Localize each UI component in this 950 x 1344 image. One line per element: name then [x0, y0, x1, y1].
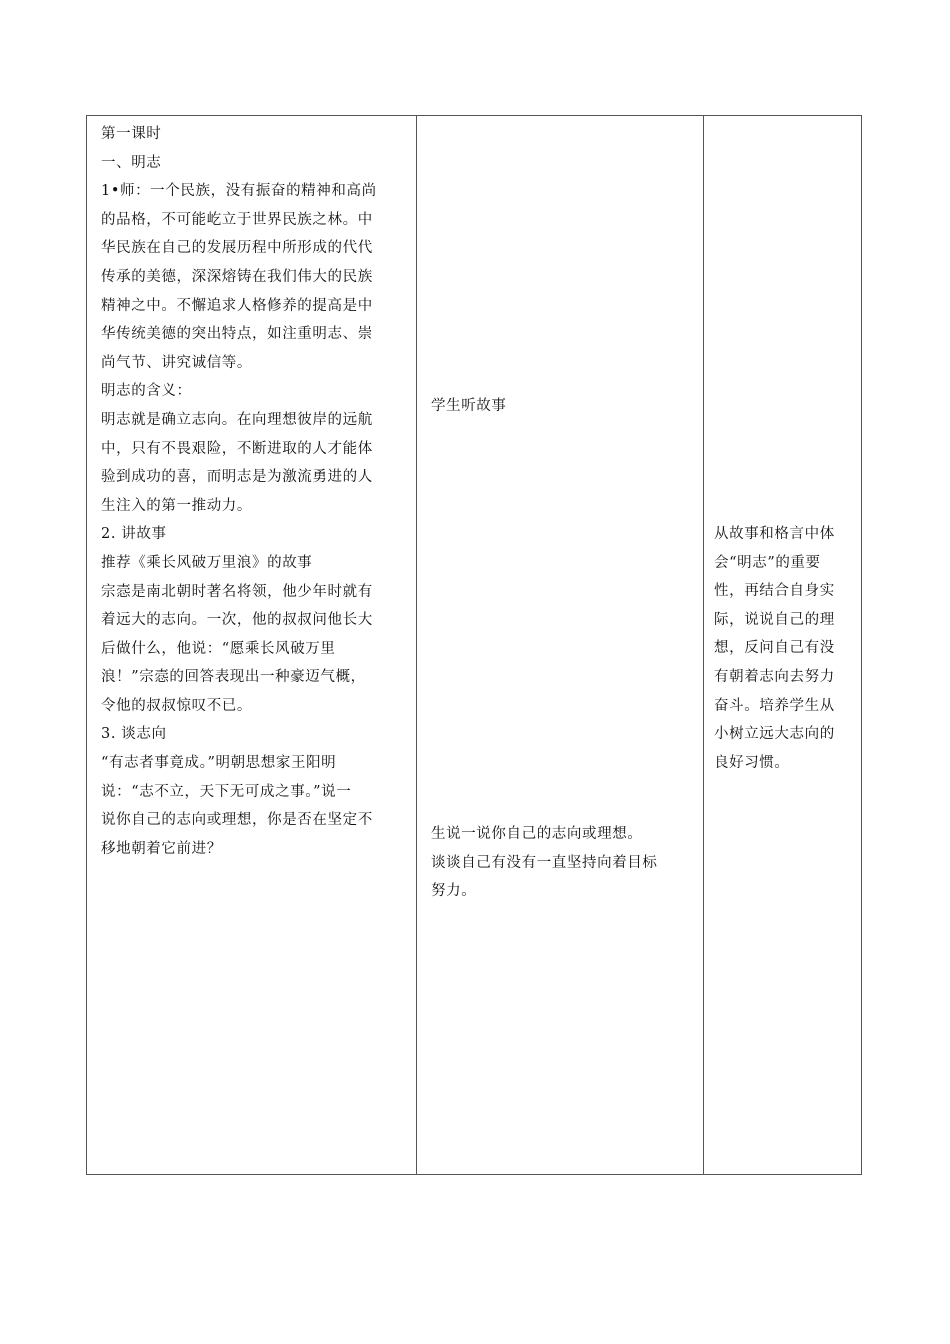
teacher-activity-text: [101, 120, 408, 863]
teacher-text-line: 2. 讲故事: [101, 526, 167, 543]
teacher-text-line: 第一课时: [101, 126, 162, 142]
teacher-text-line: 验到成功的喜，而明志是为激流勇进的人: [101, 469, 373, 486]
student-text-line: 努力。: [431, 883, 477, 900]
teacher-text-line: 说：“志不立，天下无可成之事。”说一: [101, 783, 352, 800]
student-text-line: 谈谈自己有没有一直坚持向着目标: [431, 854, 658, 871]
teacher-text-line: 华民族在自己的发展历程中所形成的代代: [101, 240, 373, 257]
teacher-text-line: 后做什么，他说：“愿乘长风破万里: [101, 640, 336, 657]
intent-text-line: 有朝着志向去努力: [714, 668, 835, 685]
teacher-text-line: “有志者事竟成。”明朝思想家王阳明: [101, 755, 337, 772]
teacher-text-line: 令他的叔叔惊叹不已。: [101, 697, 252, 714]
intent-text-line: 奋斗。培养学生从: [714, 697, 835, 714]
intent-text-line: 际，说说自己的理: [714, 611, 835, 628]
teacher-text-line: 精神之中。不懈追求人格修养的提高是中: [101, 297, 373, 314]
student-activity-share: [431, 820, 658, 906]
teacher-activity-cell: [87, 116, 417, 1174]
teacher-text-line: 尚气节、讲究诚信等。: [101, 354, 252, 371]
teacher-text-line: 生注入的第一推动力。: [101, 497, 252, 514]
teacher-text-line: 的品格，不可能屹立于世界民族之林。中: [101, 211, 373, 228]
design-intent-text: [714, 520, 835, 777]
intent-text-line: 想，反问自己有没: [714, 640, 835, 657]
intent-text-line: 性，再结合自身实: [714, 583, 835, 600]
teacher-text-line: 一、明志: [101, 154, 162, 171]
teacher-text-line: 传承的美德，深深熔铸在我们伟大的民族: [101, 268, 373, 285]
teacher-text-line: 移地朝着它前进？: [101, 840, 222, 857]
teacher-text-line: 中，只有不畏艰险，不断进取的人才能体: [101, 440, 373, 457]
teacher-text-line: 明志的含义：: [101, 383, 192, 400]
teacher-text-line: 1•师：一个民族，没有振奋的精神和高尚: [101, 183, 377, 200]
design-intent-cell: [704, 116, 861, 1174]
teacher-text-line: 推荐《乘长风破万里浪》的故事: [101, 554, 313, 571]
student-text-line: 生说一说你自己的志向或理想。: [431, 826, 643, 842]
intent-text-line: 良好习惯。: [714, 754, 790, 771]
student-text-line: 学生听故事: [431, 398, 507, 414]
intent-text-line: 会“明志”的重要: [714, 554, 821, 571]
teacher-text-line: 明志就是确立志向。在向理想彼岸的远航: [101, 411, 373, 428]
teacher-text-line: 华传统美德的突出特点，如注重明志、崇: [101, 326, 373, 343]
teacher-text-line: 说你自己的志向或理想，你是否在坚定不: [101, 812, 373, 829]
teacher-text-line: 浪！”宗悫的回答表现出一种豪迈气概，: [101, 669, 366, 686]
teacher-text-line: 着远大的志向。一次，他的叔叔问他长大: [101, 612, 373, 629]
lesson-plan-table: [86, 115, 862, 1175]
intent-text-line: 从故事和格言中体: [714, 526, 835, 542]
teacher-text-line: 3. 谈志向: [101, 726, 167, 743]
teacher-text-line: 宗悫是南北朝时著名将领，他少年时就有: [101, 583, 373, 600]
student-activity-listen: [431, 392, 507, 421]
intent-text-line: 小树立远大志向的: [714, 726, 835, 743]
student-activity-cell: [417, 116, 704, 1174]
